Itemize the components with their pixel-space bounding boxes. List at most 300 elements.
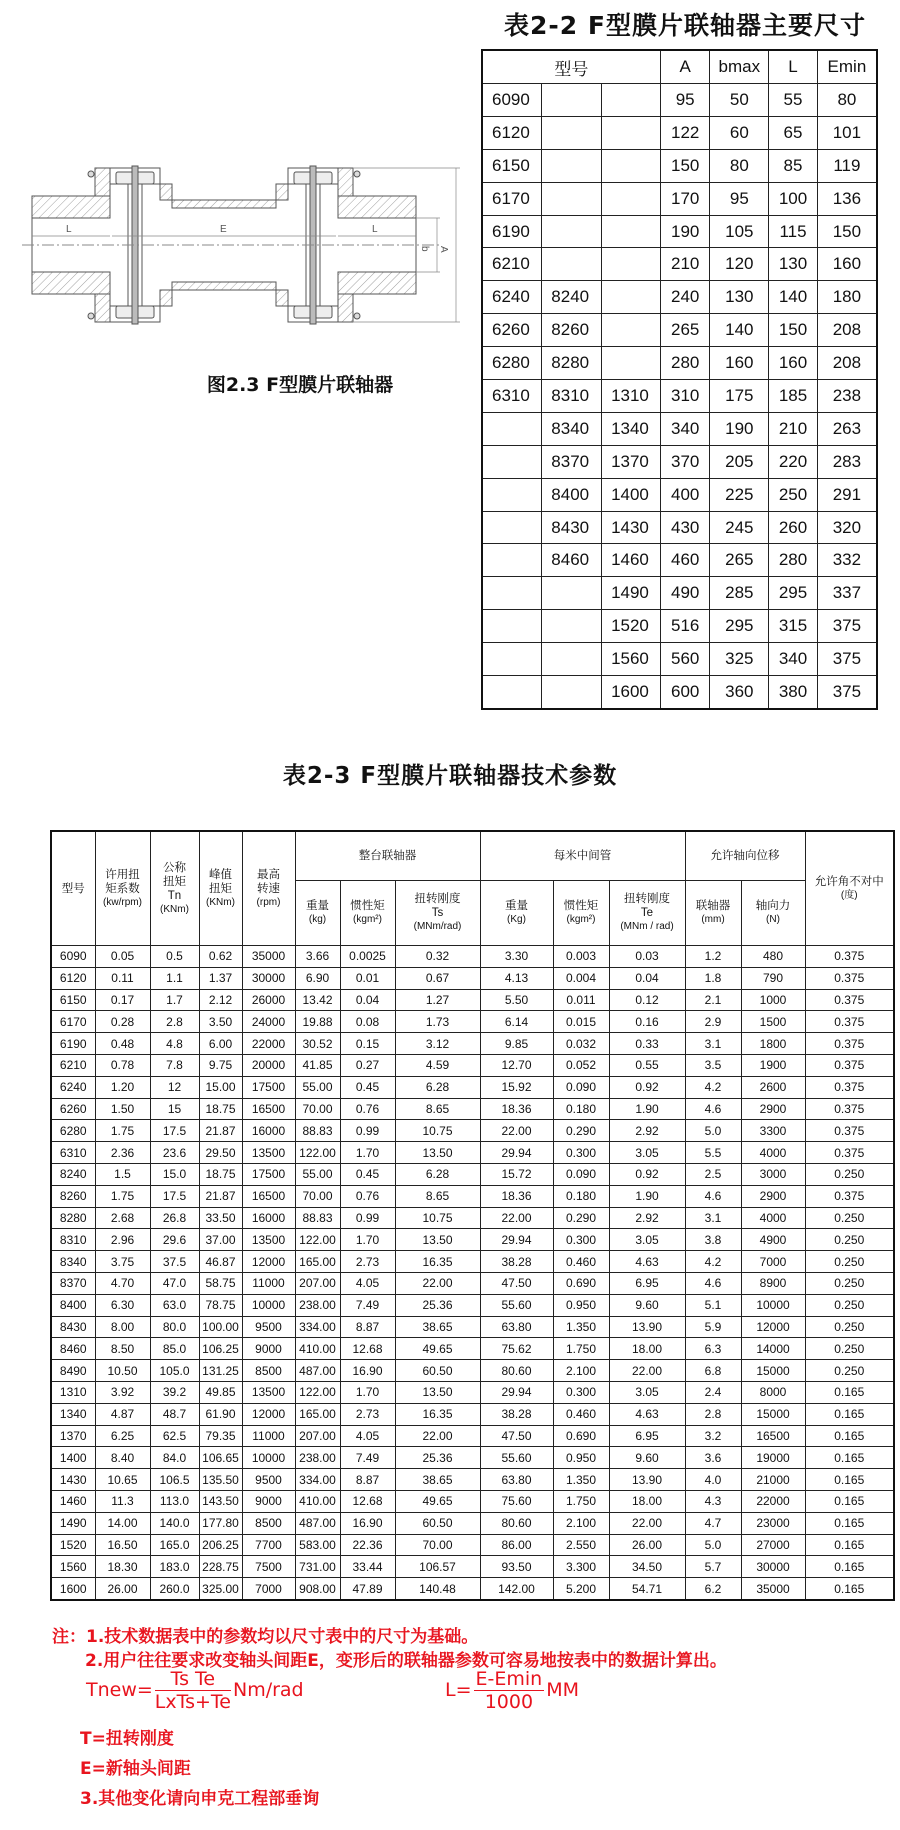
table-cell: 2600: [741, 1076, 805, 1098]
table-cell: 208: [817, 347, 877, 380]
table-cell: 0.180: [553, 1185, 609, 1207]
header-model: 型号: [482, 50, 660, 84]
table-cell: 0.375: [805, 1098, 894, 1120]
table-cell: 150: [817, 215, 877, 248]
formula-tnew-denominator: LxTs+Te: [154, 1691, 231, 1713]
table-cell: 26.00: [95, 1578, 150, 1600]
table-cell: 55.00: [295, 1076, 340, 1098]
table-cell: 6310: [51, 1142, 95, 1164]
table-cell: 75.60: [480, 1490, 553, 1512]
table-cell: 9.60: [609, 1294, 685, 1316]
table-cell: 9.75: [199, 1054, 242, 1076]
table-cell: 18.75: [199, 1098, 242, 1120]
table-row: [51, 946, 894, 968]
dim-label-L-right: L: [372, 224, 378, 235]
table-cell: 101: [817, 116, 877, 149]
header-bmax: bmax: [710, 50, 769, 84]
table-cell: 6120: [51, 967, 95, 989]
table-cell: 0.250: [805, 1360, 894, 1382]
table-cell: 280: [769, 544, 818, 577]
table-cell: [482, 676, 542, 709]
table-row: [51, 1316, 894, 1338]
table-cell: 7000: [242, 1578, 295, 1600]
table-cell: 0.375: [805, 1076, 894, 1098]
table-cell: 0.011: [553, 989, 609, 1011]
table-cell: 0.45: [340, 1163, 395, 1185]
formula-l-lhs: L=: [445, 1679, 472, 1701]
table-cell: 8310: [51, 1229, 95, 1251]
table-cell: 13.90: [609, 1469, 685, 1491]
table-row: [51, 1294, 894, 1316]
table-row: [482, 281, 877, 314]
table-cell: 27000: [741, 1534, 805, 1556]
table-cell: 2.4: [685, 1381, 741, 1403]
formula-l: [445, 1668, 579, 1713]
table-cell: 38.65: [395, 1316, 480, 1338]
table-cell: 61.90: [199, 1403, 242, 1425]
table-cell: 315: [769, 610, 818, 643]
table-cell: 1.73: [395, 1011, 480, 1033]
table-2-3-technical-params: [50, 830, 895, 1601]
table-cell: 3.92: [95, 1381, 150, 1403]
table-cell: 12000: [741, 1316, 805, 1338]
table-cell: 487.00: [295, 1512, 340, 1534]
table-cell: 33.44: [340, 1556, 395, 1578]
table-row: [51, 1207, 894, 1229]
table-cell: 0.300: [553, 1142, 609, 1164]
table-cell: 4.0: [685, 1469, 741, 1491]
table-cell: 6.95: [609, 1425, 685, 1447]
table-cell: 0.250: [805, 1316, 894, 1338]
table-row: [51, 1360, 894, 1382]
table-cell: 13.90: [609, 1316, 685, 1338]
table-cell: 0.27: [340, 1054, 395, 1076]
table-cell: 180: [817, 281, 877, 314]
note-1: 注：1.技术数据表中的参数均以尺寸表中的尺寸为基础。: [52, 1627, 479, 1647]
table-cell: 46.87: [199, 1251, 242, 1273]
formula-l-unit: MM: [546, 1679, 580, 1701]
table-cell: 0.250: [805, 1272, 894, 1294]
formula-tnew-lhs: Tnew=: [86, 1679, 153, 1701]
header-row-1: [51, 831, 894, 881]
table-cell: 2900: [741, 1098, 805, 1120]
table-cell: 2900: [741, 1185, 805, 1207]
table-cell: 105.0: [150, 1360, 199, 1382]
table-cell: [482, 445, 542, 478]
table-cell: 6210: [482, 248, 542, 281]
table-cell: 86.00: [480, 1534, 553, 1556]
table-cell: 80: [710, 149, 769, 182]
table-row: [482, 511, 877, 544]
table-cell: 0.460: [553, 1251, 609, 1273]
table-cell: 1.2: [685, 946, 741, 968]
table-cell: 49.65: [395, 1490, 480, 1512]
table-cell: 207.00: [295, 1425, 340, 1447]
table-cell: 63.80: [480, 1469, 553, 1491]
table-row: [482, 215, 877, 248]
table-cell: 4.87: [95, 1403, 150, 1425]
table-row: [51, 1054, 894, 1076]
table-cell: 0.250: [805, 1163, 894, 1185]
header-whole-weight: 重量 (kg): [295, 881, 340, 946]
table-cell: 4.05: [340, 1272, 395, 1294]
table-cell: 115: [769, 215, 818, 248]
table-cell: 238: [817, 380, 877, 413]
table-row: [51, 1076, 894, 1098]
table-row: [482, 347, 877, 380]
table-cell: 3.1: [685, 1033, 741, 1055]
table-cell: 80.60: [480, 1512, 553, 1534]
table-cell: 16000: [242, 1120, 295, 1142]
table-cell: 2.8: [150, 1011, 199, 1033]
dim-label-A: A: [438, 246, 449, 253]
table-cell: 13500: [242, 1229, 295, 1251]
table-cell: 8.87: [340, 1469, 395, 1491]
table-cell: 1370: [602, 445, 661, 478]
table-cell: 380: [769, 676, 818, 709]
table-cell: 106.25: [199, 1338, 242, 1360]
dim-label-E: E: [220, 224, 227, 235]
table-row: [51, 1338, 894, 1360]
table-cell: 88.83: [295, 1207, 340, 1229]
table-cell: 6240: [51, 1076, 95, 1098]
table-cell: 17.5: [150, 1120, 199, 1142]
table-cell: 0.165: [805, 1425, 894, 1447]
table-cell: 2.96: [95, 1229, 150, 1251]
table-cell: 375: [817, 676, 877, 709]
table-cell: 8.40: [95, 1447, 150, 1469]
table-cell: 12.70: [480, 1054, 553, 1076]
table-row: [51, 989, 894, 1011]
table-cell: 106.57: [395, 1556, 480, 1578]
table-cell: 47.50: [480, 1272, 553, 1294]
table-cell: 0.165: [805, 1469, 894, 1491]
table-row: [482, 478, 877, 511]
table-cell: 1.750: [553, 1490, 609, 1512]
table-cell: 3000: [741, 1163, 805, 1185]
table-cell: 25.36: [395, 1294, 480, 1316]
definition-E: E=新轴头间距: [80, 1759, 191, 1779]
table-cell: 3300: [741, 1120, 805, 1142]
table-cell: 283: [817, 445, 877, 478]
table-cell: 0.55: [609, 1054, 685, 1076]
table-cell: 583.00: [295, 1534, 340, 1556]
table-cell: 207.00: [295, 1272, 340, 1294]
table-cell: 140: [710, 314, 769, 347]
table-cell: 70.00: [395, 1534, 480, 1556]
table-cell: 0.16: [609, 1011, 685, 1033]
table-cell: 1.90: [609, 1098, 685, 1120]
table-cell: 84.0: [150, 1447, 199, 1469]
table-cell: 11000: [242, 1272, 295, 1294]
table-cell: 95: [710, 182, 769, 215]
table-cell: 9.85: [480, 1033, 553, 1055]
table-cell: 0.250: [805, 1338, 894, 1360]
table-cell: 1490: [51, 1512, 95, 1534]
table-cell: 10.65: [95, 1469, 150, 1491]
table-cell: 0.300: [553, 1381, 609, 1403]
table-cell: [482, 511, 542, 544]
table-cell: 6120: [482, 116, 542, 149]
table-cell: 54.71: [609, 1578, 685, 1600]
table-cell: 334.00: [295, 1469, 340, 1491]
table-cell: 908.00: [295, 1578, 340, 1600]
table-cell: 15000: [741, 1360, 805, 1382]
table-cell: 8430: [51, 1316, 95, 1338]
table-cell: 0.690: [553, 1272, 609, 1294]
table-cell: 1400: [51, 1447, 95, 1469]
table-cell: 7500: [242, 1556, 295, 1578]
table-cell: 183.0: [150, 1556, 199, 1578]
table-cell: 38.28: [480, 1403, 553, 1425]
table-cell: 487.00: [295, 1360, 340, 1382]
table-cell: 65: [769, 116, 818, 149]
table-cell: 1.1: [150, 967, 199, 989]
table-row: [482, 445, 877, 478]
table-cell: 29.50: [199, 1142, 242, 1164]
table-cell: 33.50: [199, 1207, 242, 1229]
table-cell: 1.50: [95, 1098, 150, 1120]
table-cell: 325: [710, 643, 769, 676]
table-cell: 16.90: [340, 1512, 395, 1534]
table-cell: 6280: [51, 1120, 95, 1142]
header-group-whole-coupling: 整台联轴器: [295, 831, 480, 881]
table-cell: 5.200: [553, 1578, 609, 1600]
table-cell: 20000: [242, 1054, 295, 1076]
table-cell: 37.5: [150, 1251, 199, 1273]
table-cell: 1900: [741, 1054, 805, 1076]
table-cell: 8280: [542, 347, 602, 380]
table-cell: 0.92: [609, 1076, 685, 1098]
table-cell: 225: [710, 478, 769, 511]
table-cell: 100.00: [199, 1316, 242, 1338]
table-cell: 360: [710, 676, 769, 709]
table-cell: 9000: [242, 1338, 295, 1360]
table-cell: 400: [660, 478, 710, 511]
table-cell: 6240: [482, 281, 542, 314]
table-cell: 80.60: [480, 1360, 553, 1382]
table-cell: 85.0: [150, 1338, 199, 1360]
table-row: [482, 544, 877, 577]
table-cell: 1.75: [95, 1185, 150, 1207]
table-cell: 430: [660, 511, 710, 544]
table-cell: 16.35: [395, 1251, 480, 1273]
table-cell: 70.00: [295, 1185, 340, 1207]
table-cell: 23.6: [150, 1142, 199, 1164]
table-cell: 460: [660, 544, 710, 577]
table-cell: 1520: [602, 610, 661, 643]
table-cell: 122.00: [295, 1229, 340, 1251]
table-cell: 2.92: [609, 1120, 685, 1142]
table-cell: 0.950: [553, 1447, 609, 1469]
table-cell: 4.7: [685, 1512, 741, 1534]
table-cell: 48.7: [150, 1403, 199, 1425]
table-cell: 4.13: [480, 967, 553, 989]
table-cell: 6.90: [295, 967, 340, 989]
note-2: 2.用户往往要求改变轴头间距E，变形后的联轴器参数可容易地按表中的数据计算出。: [85, 1651, 727, 1671]
table-row: [482, 610, 877, 643]
table-cell: 122.00: [295, 1381, 340, 1403]
table-2-2-title: 表2-2 F型膜片联轴器主要尺寸: [504, 11, 866, 40]
table-cell: 140.48: [395, 1578, 480, 1600]
table-cell: 3.2: [685, 1425, 741, 1447]
table-row: [51, 1251, 894, 1273]
table-cell: 263: [817, 412, 877, 445]
table-cell: 3.75: [95, 1251, 150, 1273]
table-cell: 6.00: [199, 1033, 242, 1055]
table-cell: 0.67: [395, 967, 480, 989]
table-cell: 88.83: [295, 1120, 340, 1142]
table-cell: 6190: [482, 215, 542, 248]
table-cell: 8240: [51, 1163, 95, 1185]
table-cell: 0.165: [805, 1490, 894, 1512]
table-cell: 2.550: [553, 1534, 609, 1556]
table-cell: 21000: [741, 1469, 805, 1491]
table-cell: [542, 116, 602, 149]
table-cell: 0.165: [805, 1578, 894, 1600]
table-cell: 15.72: [480, 1163, 553, 1185]
table-cell: 0.375: [805, 1054, 894, 1076]
table-cell: 1560: [51, 1556, 95, 1578]
table-cell: 1.350: [553, 1316, 609, 1338]
table-cell: 135.50: [199, 1469, 242, 1491]
table-cell: 0.090: [553, 1163, 609, 1185]
table-cell: 1430: [51, 1469, 95, 1491]
table-cell: 0.090: [553, 1076, 609, 1098]
table-cell: 285: [710, 577, 769, 610]
table-cell: 136: [817, 182, 877, 215]
header-tube-inertia: 惯性矩 (kgm²): [553, 881, 609, 946]
table-cell: 0.32: [395, 946, 480, 968]
table-cell: 130: [769, 248, 818, 281]
note-3: 3.其他变化请向申克工程部垂询: [80, 1789, 320, 1809]
header-L: L: [769, 50, 818, 84]
table-row: [51, 1403, 894, 1425]
table-cell: 0.5: [150, 946, 199, 968]
table-cell: 600: [660, 676, 710, 709]
table-cell: 19.88: [295, 1011, 340, 1033]
table-cell: 18.30: [95, 1556, 150, 1578]
table-cell: 0.460: [553, 1403, 609, 1425]
table-cell: 10000: [242, 1447, 295, 1469]
table-cell: 142.00: [480, 1578, 553, 1600]
table-row: [51, 1534, 894, 1556]
table-cell: 8310: [542, 380, 602, 413]
table-cell: 4.6: [685, 1185, 741, 1207]
header-whole-inertia: 惯性矩 (kgm²): [340, 881, 395, 946]
table-cell: 337: [817, 577, 877, 610]
table-row: [51, 1272, 894, 1294]
table-cell: 2.73: [340, 1251, 395, 1273]
table-cell: 105: [710, 215, 769, 248]
table-cell: 140.0: [150, 1512, 199, 1534]
table-cell: 160: [769, 347, 818, 380]
table-cell: 25.36: [395, 1447, 480, 1469]
table-cell: 4.63: [609, 1251, 685, 1273]
table-cell: 29.94: [480, 1229, 553, 1251]
table-cell: 78.75: [199, 1294, 242, 1316]
table-cell: 16.50: [95, 1534, 150, 1556]
table-cell: 6.95: [609, 1272, 685, 1294]
header-nominal-torque: 公称 扭矩 Tn (KNm): [150, 831, 199, 946]
table-cell: 0.12: [609, 989, 685, 1011]
definition-T: T=扭转刚度: [80, 1729, 174, 1749]
table-cell: 490: [660, 577, 710, 610]
header-axial-force: 轴向力 (N): [741, 881, 805, 946]
table-cell: 1600: [51, 1578, 95, 1600]
table-cell: 165.0: [150, 1534, 199, 1556]
table-cell: 3.66: [295, 946, 340, 968]
table-cell: 70.00: [295, 1098, 340, 1120]
table-cell: 9500: [242, 1316, 295, 1338]
table-cell: 3.50: [199, 1011, 242, 1033]
table-cell: 0.290: [553, 1207, 609, 1229]
table-cell: 280: [660, 347, 710, 380]
table-cell: 58.75: [199, 1272, 242, 1294]
table-cell: [542, 610, 602, 643]
formula-tnew: [86, 1668, 304, 1713]
table-row: [51, 1578, 894, 1600]
table-cell: 0.15: [340, 1033, 395, 1055]
table-cell: 375: [817, 643, 877, 676]
table-cell: 47.0: [150, 1272, 199, 1294]
table-cell: 93.50: [480, 1556, 553, 1578]
table-cell: 0.165: [805, 1381, 894, 1403]
table-cell: 185: [769, 380, 818, 413]
table-row: [51, 1098, 894, 1120]
table-cell: 206.25: [199, 1534, 242, 1556]
table-cell: 63.80: [480, 1316, 553, 1338]
table-cell: [482, 544, 542, 577]
table-cell: 6260: [51, 1098, 95, 1120]
table-cell: 1490: [602, 577, 661, 610]
table-cell: 15.0: [150, 1163, 199, 1185]
table-cell: 160: [710, 347, 769, 380]
table-cell: 47.50: [480, 1425, 553, 1447]
table-cell: 18.36: [480, 1098, 553, 1120]
table-cell: 55.00: [295, 1163, 340, 1185]
table-cell: 291: [817, 478, 877, 511]
figure-caption: 图2.3 F型膜片联轴器: [206, 374, 394, 396]
table-cell: 13500: [242, 1381, 295, 1403]
table-cell: 1.27: [395, 989, 480, 1011]
table-cell: 26.8: [150, 1207, 199, 1229]
table-cell: 1.70: [340, 1229, 395, 1251]
table-cell: 177.80: [199, 1512, 242, 1534]
table-cell: 106.65: [199, 1447, 242, 1469]
table-cell: 6.30: [95, 1294, 150, 1316]
table-cell: 50: [710, 84, 769, 117]
table-cell: 2.1: [685, 989, 741, 1011]
table-cell: 7.8: [150, 1054, 199, 1076]
header-model: 型号: [51, 831, 95, 946]
table-cell: 22.00: [480, 1120, 553, 1142]
table-cell: 5.0: [685, 1120, 741, 1142]
table-row: [51, 1469, 894, 1491]
table-cell: 4.59: [395, 1054, 480, 1076]
table-cell: [542, 643, 602, 676]
table-cell: 4.2: [685, 1076, 741, 1098]
table-cell: 37.00: [199, 1229, 242, 1251]
table-cell: 17500: [242, 1163, 295, 1185]
table-cell: 1.5: [95, 1163, 150, 1185]
table-cell: 480: [741, 946, 805, 968]
table-cell: 4.8: [150, 1033, 199, 1055]
table-cell: 22000: [242, 1033, 295, 1055]
table-cell: 47.89: [340, 1578, 395, 1600]
table-cell: 6190: [51, 1033, 95, 1055]
table-cell: 21.87: [199, 1185, 242, 1207]
